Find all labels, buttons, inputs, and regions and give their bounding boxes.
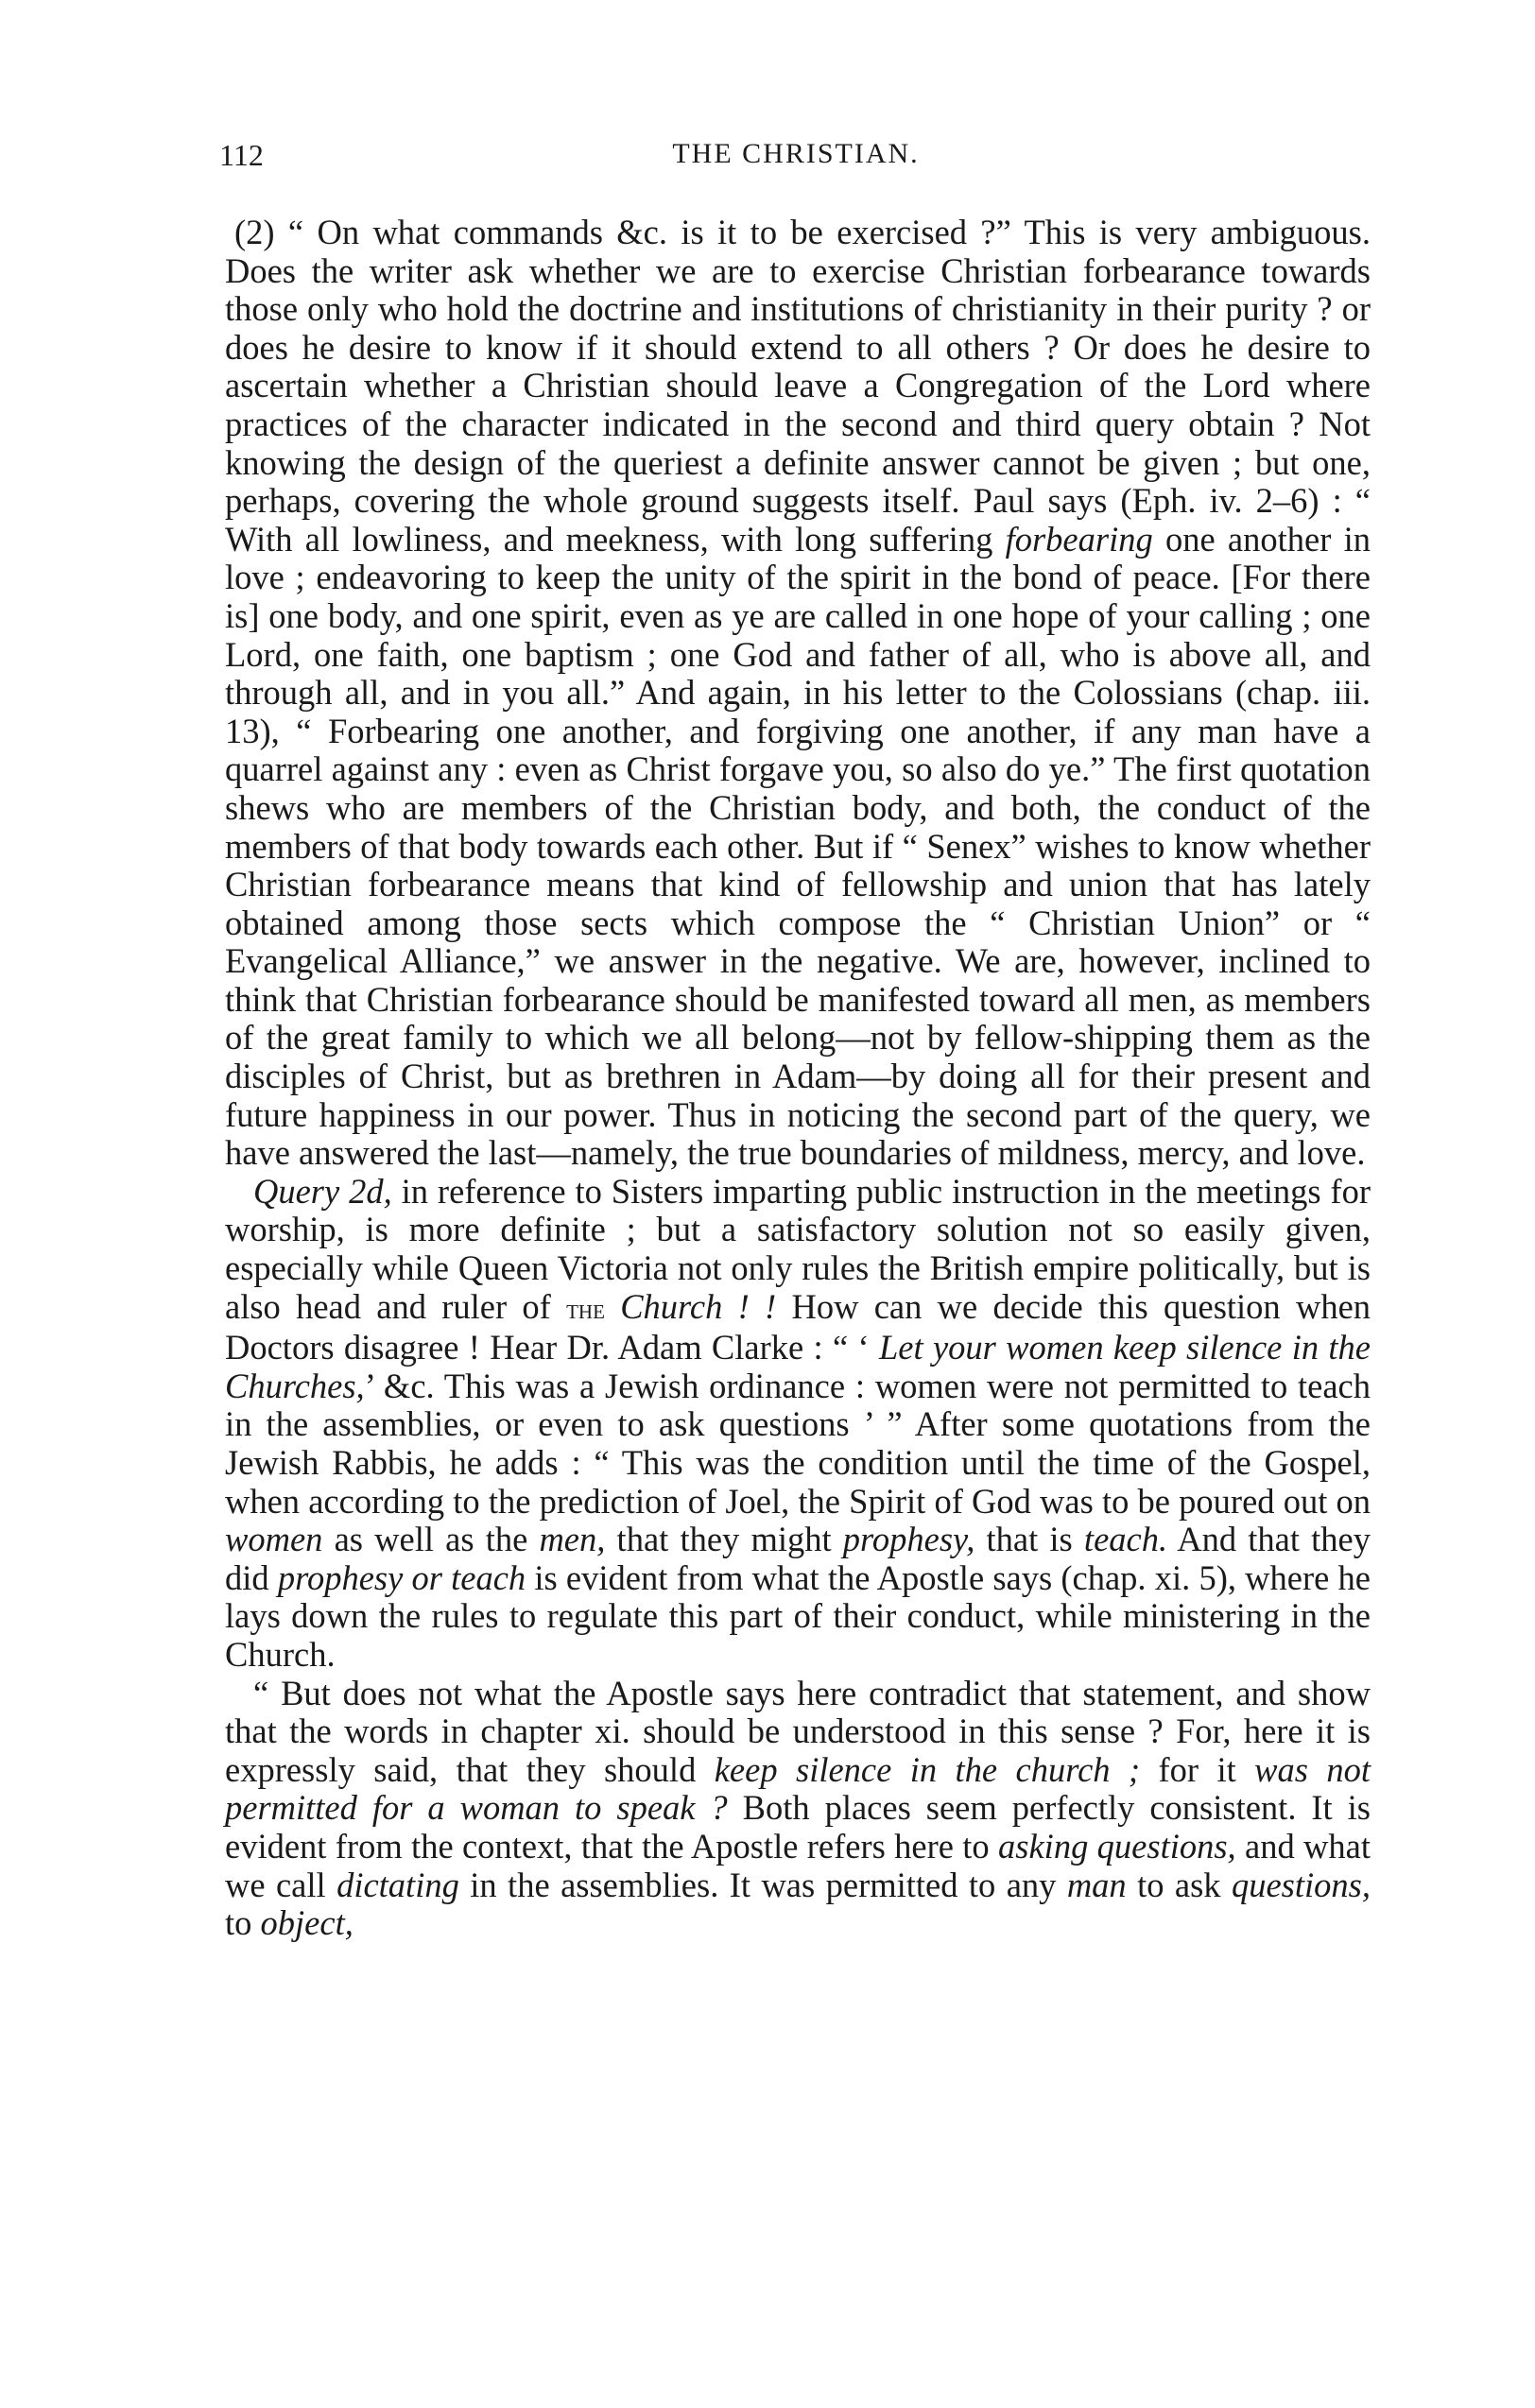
italic-text: questions, [1231, 1865, 1371, 1904]
page-number: 112 [219, 138, 264, 172]
text-run: to ask [1126, 1865, 1232, 1904]
text-run: Both places seem perfectly consistent. It is evident from the context, that the Apostle refers here to [225, 1788, 1371, 1866]
text-run: How can we decide this question when Doctors disagree ! Hear Dr. Adam Clarke : “ ‘ [225, 1286, 1371, 1367]
text-run: as well as the [322, 1520, 540, 1559]
paragraph [225, 214, 1371, 1173]
text-run: for it [1140, 1749, 1255, 1789]
paragraph [225, 1173, 1371, 1675]
italic-text: Church ! ! [620, 1286, 777, 1326]
paragraph [225, 1675, 1371, 1943]
italic-text: men, [539, 1520, 606, 1559]
text-run: And that they did [225, 1520, 1371, 1597]
text-run: and what we call [225, 1826, 1371, 1904]
italic-text: man [1066, 1865, 1127, 1904]
text-run: that is [974, 1520, 1084, 1559]
italic-text: was not permitted for a woman to speak ? [225, 1749, 1371, 1828]
text-run: in the assemblies. It was permitted to any [458, 1865, 1067, 1904]
text-run: one another in love ; endeavoring to keep the unity of the spirit in the bond of peace. [For there is] one body, and one spirit, even as ye are called in one hope of your calling ; one Lord, one faith, one baptism ; one God and father of all, who is above all, and through all, and in you all.” And again, in his letter to the Colossians (chap. iii. 13), “ Forbearing one another, and forgiving one another, if any man have a quarrel against any : even as Christ forgave you, so also do ye.” The first quotation shews who are members of the Christian body, and both, the conduct of the members of that body towards each other. But if “ Senex” wishes to know whether Christian forbearance means that kind of fellowship and union that has lately obtained among those sects which compose the “ Christian Union” or “ Evangelical Alliance,” we answer in the negative. We are, however, inclined to think that Christian forbearance should be manifested toward all men, as members of the great family to which we all belong—not by fellow-shipping them as the disciples of Christ, but as brethren in Adam—by doing all for their present and future happiness in our power. Thus in noticing the second part of the query, we have answered the last—namely, the true boundaries of mildness, mercy, and love. [225, 519, 1371, 1173]
italic-text: asking questions, [998, 1826, 1236, 1866]
text-run: in reference to Sisters imparting public instruction in the meetings for worship, is more definite ; but a satisfactory solution not so easily given, especially while Queen Victoria not only rules the British empire politically, but is also head and ruler of [225, 1171, 1371, 1326]
text-run: (2) “ On what commands &c. is it to be exercised ?” This is very ambiguous. Does the writer ask whether we are to exercise Christian forbearance towards those only who hold the doctrine and institutions of christianity in their purity ? or does he desire to know if it should extend to all others ? Or does he desire to ascertain whether a Christian should leave a Congregation of the Lord where practices of the character indicated in the second and third query obtain ? Not knowing the design of the queriest a definite answer cannot be given ; but one, perhaps, covering the whole ground suggests itself. Paul says (Eph. iv. 2–6) : “ With all lowliness, and meekness, with long suffering [225, 213, 1371, 559]
italic-text: dictating [336, 1865, 459, 1904]
italic-text: teach. [1083, 1520, 1168, 1559]
text-run: ’ &c. This was a Jewish ordinance : women were not permitted to teach in the assemblies, or even to ask questions ’ ” After some quotations from the Jewish Rabbis, he adds : “ This was the condition until the time of the Gospel, when according to the prediction of Joel, the Spirit of God was to be poured out on [225, 1366, 1371, 1521]
page-header [219, 138, 1372, 183]
italic-text: prophesy or teach [277, 1557, 526, 1597]
text-run: to [225, 1903, 261, 1943]
italic-text: women [225, 1520, 323, 1559]
italic-text: forbearing [1005, 519, 1153, 559]
italic-text: object, [260, 1903, 354, 1943]
italic-text: Query 2d, [253, 1171, 392, 1211]
body-text [225, 214, 1371, 1943]
running-title: THE CHRISTIAN. [672, 138, 920, 169]
text-run: is evident from what the Apostle says (chap. xi. 5), where he lays down the rules to regulate this part of their conduct, while ministering in the Church. [225, 1557, 1371, 1674]
italic-text: Let your women keep silence in the Churches, [225, 1328, 1371, 1405]
smallcaps-text: the [566, 1293, 605, 1325]
text-run [605, 1287, 620, 1326]
text-run: that they might [605, 1520, 843, 1559]
italic-text: prophesy, [842, 1520, 975, 1559]
italic-text: keep silence in the church ; [714, 1749, 1141, 1789]
text-run: “ But does not what the Apostle says here contradict that statement, and show that the words in chapter xi. should be understood in this sense ? For, here it is expressly said, that they should [225, 1673, 1371, 1789]
